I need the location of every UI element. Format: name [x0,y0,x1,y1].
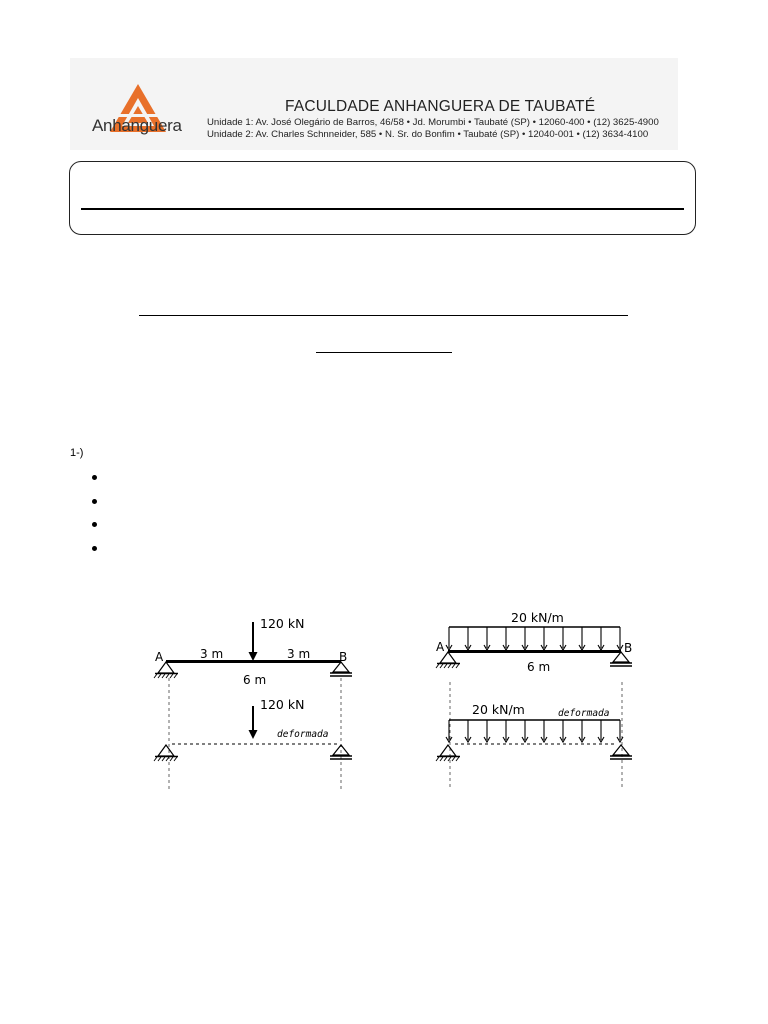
simply-supported-beam-distributed-load [436,610,632,790]
distributed-load-label: 20 kN/m [511,610,564,625]
left-span-label: 3 m [200,647,224,661]
logo-wordmark: Anhanguera [92,116,182,135]
deformed-distributed-load-label: 20 kN/m [472,702,525,717]
deformed-label: deformada [558,708,610,719]
address-line-1: Unidade 1: Av. José Olegário de Barros, 46/58 • Jd. Morumbi • Taubaté (SP) • 12060-400 • (12) 3625-4900 [207,117,659,128]
support-b-label: B [624,641,633,655]
institution-name: FACULDADE ANHANGUERA DE TAUBATÉ [285,98,596,115]
question-number: 1-) [70,447,84,459]
deformed-label: deformada [277,729,329,740]
support-a-label: A [155,650,164,664]
deformed-point-load-label: 120 kN [260,697,305,712]
deformed-distributed-load-arrows [446,720,623,742]
point-load-label: 120 kN [260,616,305,631]
support-b-label: B [339,650,348,664]
support-a-label: A [436,640,445,654]
right-span-label: 3 m [287,647,311,661]
total-span-label: 6 m [243,673,267,687]
span-label: 6 m [527,660,551,674]
simply-supported-beam-point-load [154,616,352,790]
address-line-2: Unidade 2: Av. Charles Schnneider, 585 • N. Sr. do Bonfim • Taubaté (SP) • 12040-001 • (12) 3634-4100 [207,129,649,140]
distributed-load-arrows [446,627,623,650]
